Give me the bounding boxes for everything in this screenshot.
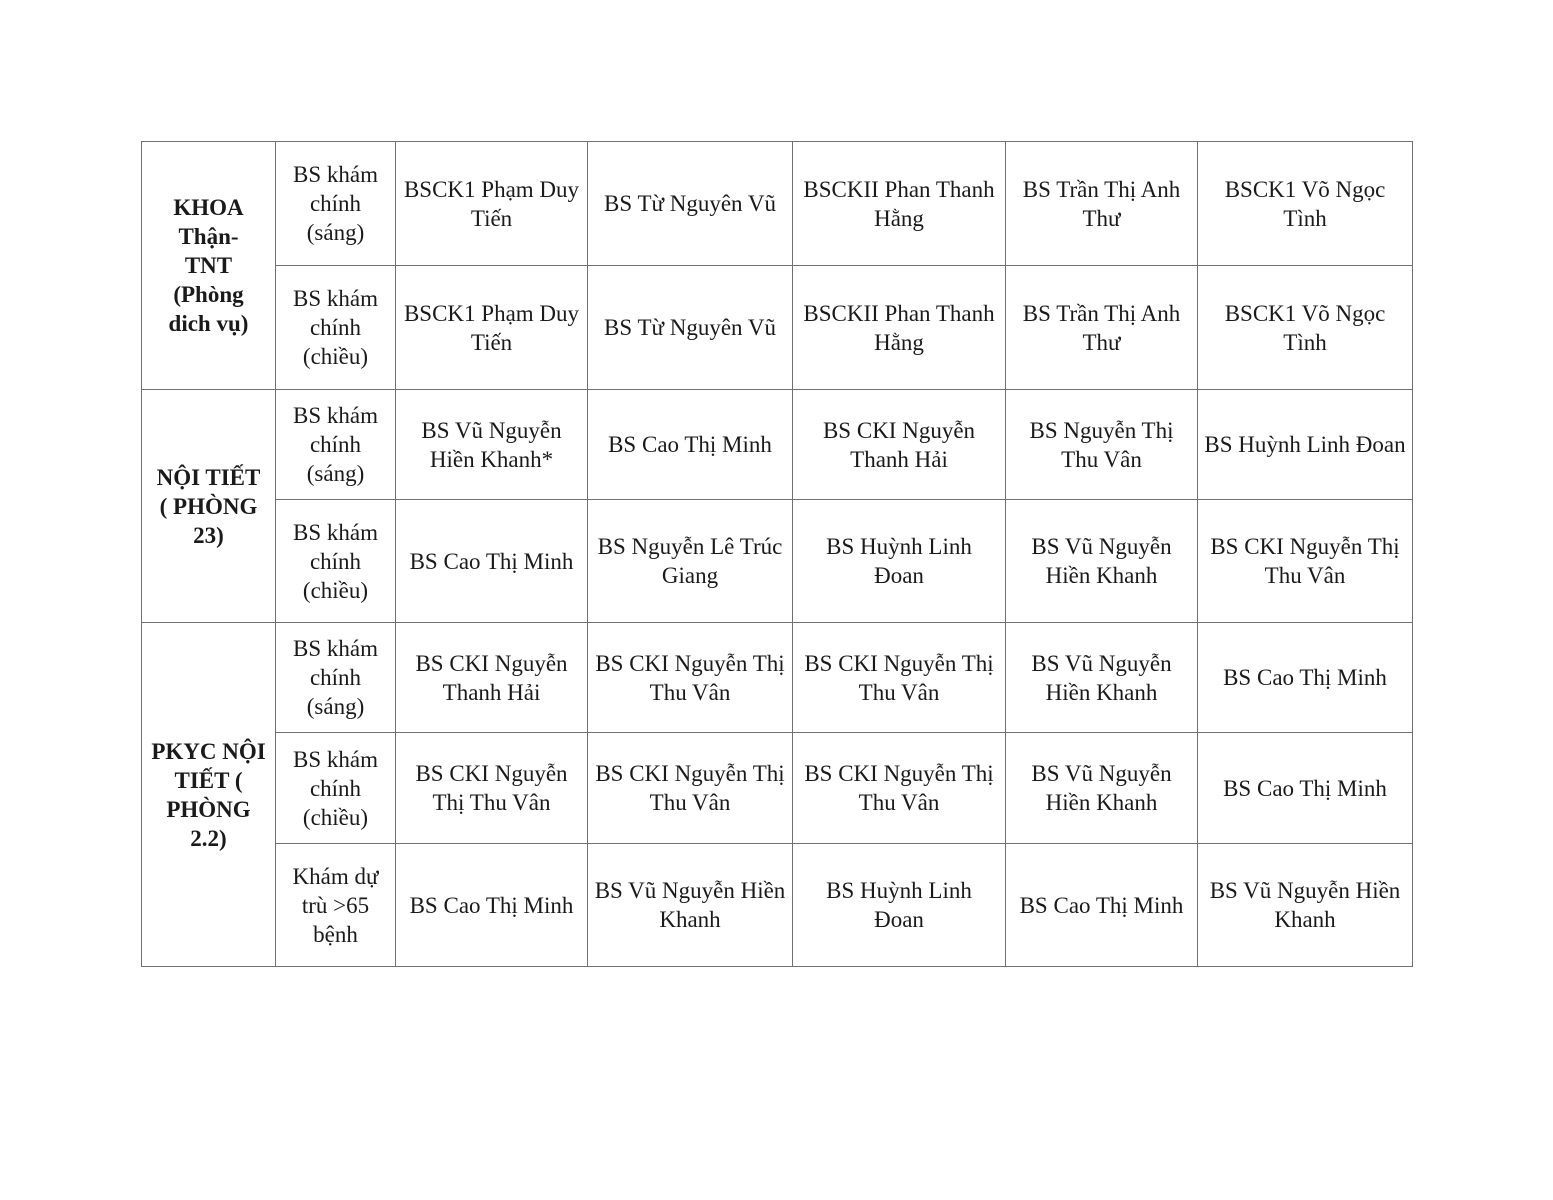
doctor-cell: BS Cao Thị Minh	[1198, 623, 1413, 733]
doctor-cell: BS CKI Nguyễn Thanh Hải	[396, 623, 588, 733]
doctor-cell: BS Vũ Nguyễn Hiền Khanh	[1006, 733, 1198, 844]
shift-label: BS khám chính (chiều)	[293, 519, 378, 603]
doctor-cell: BSCK1 Phạm Duy Tiến	[396, 142, 588, 266]
doctor-cell: BS CKI Nguyễn Thị Thu Vân	[588, 623, 793, 733]
doctor-cell: BS Nguyễn Lê Trúc Giang	[588, 500, 793, 623]
shift-cell	[276, 733, 396, 844]
table-row	[142, 500, 1413, 623]
shift-cell	[276, 623, 396, 733]
doctor-cell: BS Cao Thị Minh	[396, 844, 588, 967]
doctor-cell: BS Vũ Nguyễn Hiền Khanh	[588, 844, 793, 967]
doctor-cell: BS Vũ Nguyễn Hiền Khanh	[1198, 844, 1413, 967]
doctor-cell: BSCK1 Phạm Duy Tiến	[396, 266, 588, 390]
doctor-cell: BS CKI Nguyễn Thị Thu Vân	[793, 623, 1006, 733]
doctor-cell: BS Trần Thị Anh Thư	[1006, 142, 1198, 266]
doctor-cell: BS Vũ Nguyễn Hiền Khanh	[1006, 500, 1198, 623]
doctor-cell: BS CKI Nguyễn Thị Thu Vân	[1198, 500, 1413, 623]
doctor-cell: BS Cao Thị Minh	[1198, 733, 1413, 844]
doctor-cell: BSCKII Phan Thanh Hằng	[793, 142, 1006, 266]
shift-cell	[276, 142, 396, 266]
department-label: KHOA Thận-TNT (Phòng dich vụ)	[168, 195, 249, 336]
doctor-cell: BS Huỳnh Linh Đoan	[1198, 390, 1413, 500]
shift-label: BS khám chính (chiều)	[293, 286, 378, 369]
shift-cell	[276, 390, 396, 500]
doctor-cell: BS Từ Nguyên Vũ	[588, 266, 793, 390]
table-row	[142, 844, 1413, 967]
doctor-cell: BS Trần Thị Anh Thư	[1006, 266, 1198, 390]
doctor-cell: BSCK1 Võ Ngọc Tình	[1198, 142, 1413, 266]
department-cell	[142, 623, 276, 967]
shift-cell	[276, 500, 396, 623]
doctor-cell: BSCKII Phan Thanh Hằng	[793, 266, 1006, 390]
department-cell	[142, 142, 276, 390]
shift-cell	[276, 844, 396, 967]
department-cell	[142, 390, 276, 623]
shift-label: BS khám chính (sáng)	[293, 403, 378, 486]
doctor-cell: BSCK1 Võ Ngọc Tình	[1198, 266, 1413, 390]
schedule-table	[141, 141, 1413, 967]
shift-label: BS khám chính (sáng)	[293, 636, 378, 719]
doctor-cell: BS CKI Nguyễn Thị Thu Vân	[396, 733, 588, 844]
table-row	[142, 266, 1413, 390]
doctor-cell: BS CKI Nguyễn Thanh Hải	[793, 390, 1006, 500]
doctor-cell: BS Huỳnh Linh Đoan	[793, 500, 1006, 623]
doctor-cell: BS Cao Thị Minh	[588, 390, 793, 500]
department-label: PKYC NỘI TIẾT ( PHÒNG 2.2)	[151, 738, 266, 851]
doctor-cell: BS Huỳnh Linh Đoan	[793, 844, 1006, 967]
doctor-cell: BS CKI Nguyễn Thị Thu Vân	[588, 733, 793, 844]
department-label: NỘI TIẾT ( PHÒNG 23)	[156, 464, 261, 548]
shift-label: BS khám chính (chiều)	[293, 746, 378, 830]
table-row	[142, 733, 1413, 844]
doctor-cell: BS Vũ Nguyễn Hiền Khanh*	[396, 390, 588, 500]
shift-label: BS khám chính (sáng)	[293, 162, 378, 245]
shift-label: Khám dự trù >65 bệnh	[292, 863, 379, 947]
table-row	[142, 142, 1413, 266]
doctor-cell: BS Cao Thị Minh	[396, 500, 588, 623]
table-row	[142, 390, 1413, 500]
doctor-cell: BS Nguyễn Thị Thu Vân	[1006, 390, 1198, 500]
doctor-cell: BS Vũ Nguyễn Hiền Khanh	[1006, 623, 1198, 733]
table-row	[142, 623, 1413, 733]
doctor-cell: BS Từ Nguyên Vũ	[588, 142, 793, 266]
doctor-cell: BS CKI Nguyễn Thị Thu Vân	[793, 733, 1006, 844]
shift-cell	[276, 266, 396, 390]
doctor-cell: BS Cao Thị Minh	[1006, 844, 1198, 967]
